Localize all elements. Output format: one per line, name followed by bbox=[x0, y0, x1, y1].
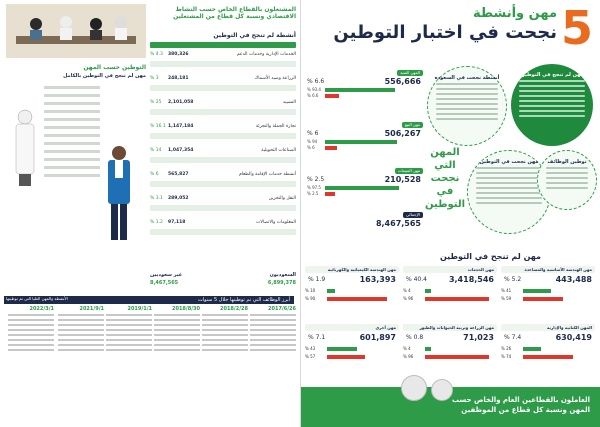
profession-pct: % 0.8 bbox=[406, 334, 424, 341]
timeline-item bbox=[8, 306, 54, 422]
headline-line1: مهن وأنشطة bbox=[472, 6, 557, 21]
timeline-item bbox=[154, 306, 200, 422]
profession-row2: % 90 bbox=[305, 296, 316, 301]
center-word: نجحت bbox=[430, 173, 460, 184]
activity-row bbox=[150, 100, 296, 108]
activity-num: 2,101,058 bbox=[168, 100, 194, 105]
activity-name: الصناعات التحويلية bbox=[261, 148, 296, 153]
activity-row bbox=[150, 124, 296, 132]
profession-pct: % 5.2 bbox=[504, 276, 522, 283]
totals-non: 8,467,565 bbox=[150, 280, 179, 286]
stat-bar-red bbox=[325, 146, 337, 150]
professions-sub: مهن لم تنجح في التوطين بالكامل bbox=[63, 73, 146, 79]
stat-value: 506,267 bbox=[384, 129, 421, 138]
profession-value: 3,418,546 bbox=[448, 275, 494, 284]
activity-name: الخدمات الإدارية وخدمات الدعم bbox=[236, 52, 296, 57]
profession-head: مهن الخدمات bbox=[403, 266, 497, 273]
stat-head: الإجمالي bbox=[403, 212, 423, 218]
stat-pct: % 2.5 bbox=[307, 176, 325, 183]
stat-bar1-label: % 93.4 bbox=[307, 87, 321, 92]
center-word: في bbox=[436, 186, 454, 197]
timeline-item bbox=[250, 306, 296, 422]
headline-number: 5 bbox=[560, 1, 593, 55]
profession-card bbox=[403, 324, 497, 378]
timeline-date: 2018/8/30 bbox=[171, 306, 200, 312]
activities-table bbox=[150, 32, 296, 292]
stat-bar2-label: % 2.5 bbox=[307, 191, 319, 196]
stat-value: 556,666 bbox=[384, 77, 421, 86]
profession-head: مهن أخرى bbox=[305, 324, 399, 331]
table-band bbox=[150, 157, 296, 163]
center-word: التي bbox=[434, 160, 456, 171]
activity-num: 1,047,354 bbox=[168, 148, 194, 153]
profession-row2: % 57 bbox=[305, 354, 316, 359]
profession-pct: % 40.4 bbox=[406, 276, 427, 283]
table-band bbox=[150, 229, 296, 235]
center-words bbox=[425, 146, 465, 211]
activity-row bbox=[150, 76, 296, 84]
stat-bar-green bbox=[325, 140, 397, 144]
profession-card bbox=[501, 266, 595, 320]
profession-value: 630,419 bbox=[555, 333, 592, 342]
stat-pct: % 6 bbox=[307, 130, 319, 137]
profession-value: 71,023 bbox=[463, 333, 494, 342]
timeline-item bbox=[106, 306, 152, 422]
bubble-filled bbox=[511, 64, 593, 146]
activity-row bbox=[150, 148, 296, 156]
activity-row bbox=[150, 196, 296, 204]
profession-pct: % 7.1 bbox=[308, 334, 326, 341]
stat-pct: % 6.6 bbox=[307, 78, 325, 85]
profession-row2: % 96 bbox=[403, 354, 414, 359]
right-page bbox=[300, 0, 600, 427]
table-band bbox=[150, 85, 296, 91]
profession-row1: % 4 bbox=[403, 346, 411, 351]
activity-pct: % 14 bbox=[150, 148, 162, 153]
stat-bar2-label: % 6.6 bbox=[307, 93, 319, 98]
profession-card bbox=[305, 266, 399, 320]
bubble-title: مهن لم تنجح في التوطين bbox=[520, 72, 584, 78]
activity-num: 289,052 bbox=[168, 196, 189, 201]
stat-head: مهن البيع bbox=[402, 122, 423, 128]
totals-saudi: 6,899,378 bbox=[267, 280, 296, 286]
profession-value: 443,488 bbox=[555, 275, 592, 284]
profession-value: 601,897 bbox=[359, 333, 396, 342]
bubble bbox=[427, 66, 507, 146]
profession-card bbox=[403, 266, 497, 320]
activity-pct: % 16.1 bbox=[150, 124, 166, 129]
table-band bbox=[150, 109, 296, 115]
footer-text: العاملون بالقطاعين العام والخاص حسب المهن ونسبة كل قطاع من الموظفين bbox=[451, 396, 590, 414]
stat-bar-green bbox=[325, 88, 395, 92]
left-title: المشتغلون بالقطاع الخاص حسب النشاط الاقتصادي ونسبة كل قطاع من المشتغلين bbox=[173, 6, 296, 20]
totals bbox=[150, 272, 296, 292]
table-band bbox=[150, 181, 296, 187]
businessman-figure-icon bbox=[102, 144, 136, 244]
activity-row bbox=[150, 172, 296, 180]
activity-name: التشييد bbox=[282, 100, 296, 105]
profession-row1: % 10 bbox=[305, 288, 316, 293]
timeline-item bbox=[202, 306, 248, 422]
timeline-title: أبرز الوظائف التي تم توطينها خلال 5 سنوات bbox=[197, 297, 290, 303]
center-word: المهن bbox=[430, 147, 460, 158]
headline-line2: نجحت في اختبار التوطين bbox=[333, 22, 557, 43]
footer-bar bbox=[301, 387, 600, 427]
profession-card bbox=[305, 324, 399, 378]
profession-row2: % 74 bbox=[501, 354, 512, 359]
activity-name: الزراعة وصيد الأسماك bbox=[254, 76, 296, 81]
activity-name: المعلومات والاتصالات bbox=[256, 220, 296, 225]
timeline-date: 2019/1/1 bbox=[127, 306, 152, 312]
profession-row2: % 59 bbox=[501, 296, 512, 301]
activity-pct: % 25 bbox=[150, 100, 162, 105]
stat-bar1-label: % 94 bbox=[307, 139, 318, 144]
activity-row bbox=[150, 220, 296, 228]
activity-pct: % 6 bbox=[150, 172, 159, 177]
timeline-date: 2017/6/26 bbox=[267, 306, 296, 312]
activities-header-strip bbox=[150, 42, 296, 48]
stat-bar-red bbox=[325, 192, 335, 196]
stat-row-total bbox=[305, 212, 423, 232]
timeline-item bbox=[58, 306, 104, 422]
profession-row1: % 4 bbox=[403, 288, 411, 293]
worker-figure-icon bbox=[10, 108, 40, 188]
stat-head: مهن المبيعات bbox=[395, 168, 423, 174]
table-band bbox=[150, 205, 296, 211]
activity-pct: % 3 bbox=[150, 76, 159, 81]
activity-pct: % 3.1 bbox=[150, 196, 163, 201]
activity-num: 97,118 bbox=[168, 220, 186, 225]
bubble-title: توطين الوظائف bbox=[547, 159, 587, 165]
activity-name: تجارة الجملة والتجزئة bbox=[255, 124, 296, 129]
bubble bbox=[537, 150, 597, 210]
stat-row bbox=[305, 70, 423, 100]
professions-list bbox=[6, 64, 146, 290]
activity-name: النقل والتخزين bbox=[268, 196, 296, 201]
timeline-date: 2022/3/1 bbox=[29, 306, 54, 312]
profession-head: مهن الزراعة وتربية الحيوانات والطيور bbox=[403, 324, 497, 331]
professions-title: التوطين حسب المهن bbox=[83, 64, 146, 71]
profession-row1: % 41 bbox=[501, 288, 512, 293]
activity-num: 380,326 bbox=[168, 52, 189, 57]
profession-pct: % 7.4 bbox=[504, 334, 522, 341]
activity-num: 248,181 bbox=[168, 76, 189, 81]
timeline-sub: الأنشطة والمهن العليا التي تم توطينها bbox=[6, 296, 68, 301]
stat-head: المهن الفنية bbox=[397, 70, 423, 76]
table-band bbox=[150, 133, 296, 139]
activity-name: أنشطة خدمات الإقامة والطعام bbox=[238, 172, 296, 177]
bubble-title: أنشطة نجحت في السعودة bbox=[434, 75, 500, 81]
profession-row2: % 96 bbox=[403, 296, 414, 301]
totals-non-label: غير سعوديين bbox=[150, 272, 183, 278]
stat-row bbox=[305, 122, 423, 152]
stat-bar1-label: % 97.5 bbox=[307, 185, 321, 190]
avatar-icon bbox=[431, 379, 453, 401]
professions-title: مهن لم تنجح في التوطين bbox=[439, 252, 541, 261]
profession-row1: % 43 bbox=[305, 346, 316, 351]
center-word: التوطين bbox=[425, 199, 466, 210]
stat-value: 210,528 bbox=[384, 175, 421, 184]
activity-pct: % 1.2 bbox=[150, 220, 163, 225]
profession-head: مهن الهندسة الأساسية والمساعدة bbox=[501, 266, 595, 273]
stat-value: 8,467,565 bbox=[375, 219, 421, 228]
stat-bar2-label: % 6 bbox=[307, 145, 315, 150]
professions-lines bbox=[44, 86, 100, 286]
stat-bar-green bbox=[325, 186, 399, 190]
activity-num: 1,147,184 bbox=[168, 124, 194, 129]
profession-row1: % 26 bbox=[501, 346, 512, 351]
totals-saudi-label: السعوديون bbox=[269, 272, 296, 278]
stat-bar-red bbox=[325, 94, 339, 98]
activity-pct: % 4.3 bbox=[150, 52, 163, 57]
profession-head: مهن الهندسة الكيميائية والكهربائية bbox=[305, 266, 399, 273]
avatar-icon bbox=[401, 375, 427, 401]
bubble-title: مهن نجحت في التوطين bbox=[479, 159, 539, 165]
table-band bbox=[150, 61, 296, 67]
activity-row bbox=[150, 52, 296, 60]
profession-card bbox=[501, 324, 595, 378]
profession-pct: % 1.9 bbox=[308, 276, 326, 283]
timeline-date: 2021/9/1 bbox=[79, 306, 104, 312]
activity-num: 565,827 bbox=[168, 172, 189, 177]
timeline-date: 2018/2/28 bbox=[219, 306, 248, 312]
office-photo bbox=[6, 4, 146, 58]
profession-head: المهن الكتابية والإدارية bbox=[501, 324, 595, 331]
stat-row bbox=[305, 168, 423, 198]
profession-value: 163,393 bbox=[359, 275, 396, 284]
activities-col-title: أنشطة لم تنجح في التوطين bbox=[213, 32, 296, 39]
